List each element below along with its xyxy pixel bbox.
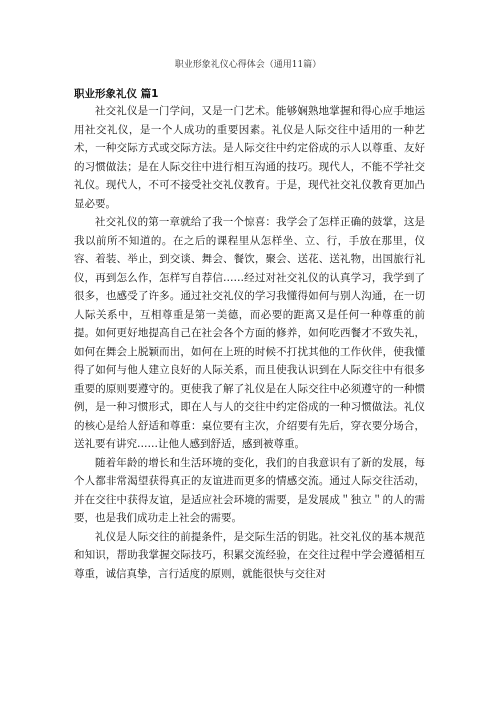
document-title: 职业形象礼仪心得体会（通用11篇） bbox=[174, 60, 322, 70]
document-body bbox=[74, 102, 425, 583]
paragraph: 社交礼仪的第一章就给了我一个惊喜：我学会了怎样正确的鼓掌，这是我以前所不知道的。在之后的课程里从怎样坐、立、行，手放在那里，仪容、着装、举止，到交谈、舞会、餐饮，聚会、送花、送礼物，出国旅行礼仪，再到怎么作，怎样写自荐信……经过对社交礼仪的认真学习，我学到了很多，也感受了许多。通过社交礼仪的学习我懂得如何与别人沟通，在一切人际关系中，互相尊重是第一美德，而必要的距离又是任何一种尊重的前提。如何更好地提高自己在社会各个方面的修养，如何吃西餐才不致失礼，如何在舞会上脱颖而出，如何在上班的时候不打扰其他的工作伙伴，使我懂得了如何与他人建立良好的人际关系，而且使我认识到在人际交往中有很多重要的原则要遵守的。更使我了解了礼仪是在人际交往中必须遵守的一种惯例，是一种习惯形式，即在人与人的交往中约定俗成的一种习惯做法。礼仪的核心是给人舒适和尊重：桌位要有主次，介绍要有先后，穿衣要分场合，送礼要有讲究……让他人感到舒适，感到被尊重。 bbox=[74, 216, 425, 450]
paragraph: 随着年龄的增长和生活环境的变化，我们的自我意识有了新的发展，每个人都非常渴望获得真正的友谊进而更多的情感交流。通过人际交往活动，并在交往中获得友谊，是适应社会环境的需要，是发展成＂独立＂的人的需要，也是我们成功走上社会的需要。 bbox=[74, 456, 425, 524]
paragraph: 礼仪是人际交往的前提条件，是交际生活的钥匙。社交礼仪的基本规范和知识，帮助我掌握交际技巧，积累交流经验，在交往过程中学会遵循相互尊重，诚信真挚，言行适度的原则，就能很快与交往对 bbox=[74, 530, 425, 580]
paragraph: 社交礼仪是一门学问，又是一门艺术。能够娴熟地掌握和得心应手地运用社交礼仪，是一个人成功的重要因素。礼仪是人际交往中适用的一种艺术，一种交际方式或交际方法。是人际交往中约定俗成的示人以尊重、友好的习惯做法；是在人际交往中进行相互沟通的技巧。现代人，不能不学社交礼仪。现代人，不可不接受社交礼仪教育。于是，现代社交礼仪教育更加凸显必要。 bbox=[74, 105, 425, 210]
section-heading: 职业形象礼仪 篇1 bbox=[74, 88, 159, 100]
